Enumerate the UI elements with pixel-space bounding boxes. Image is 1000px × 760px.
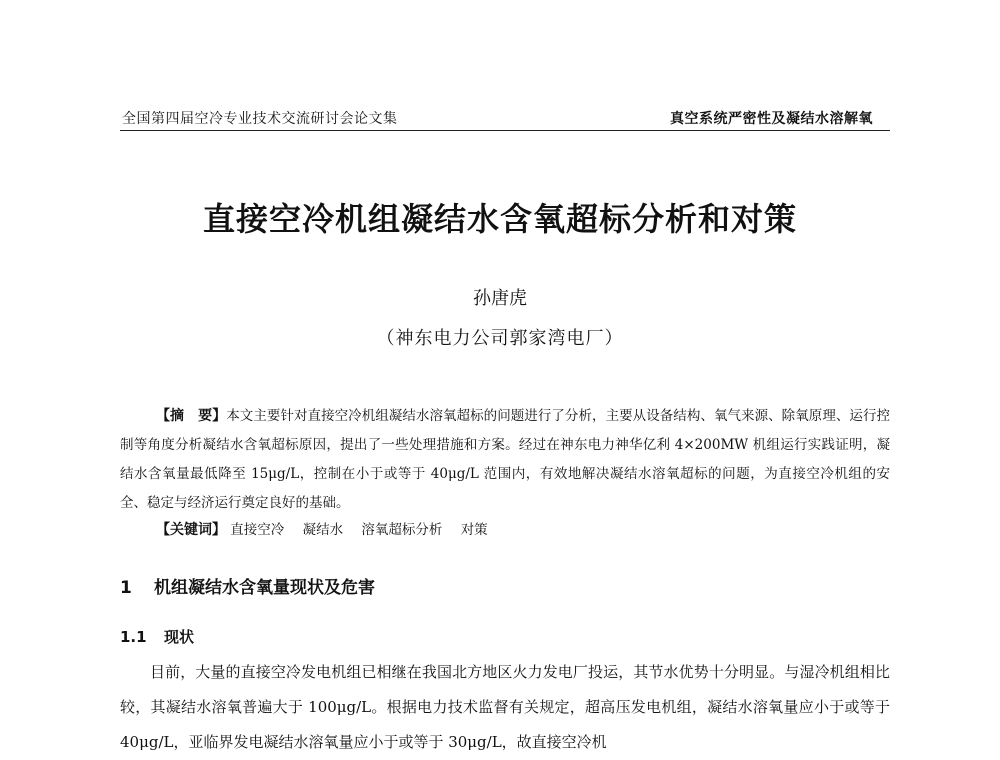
running-header-left: 全国第四届空冷专业技术交流研讨会论文集 <box>122 111 398 127</box>
keywords-label: 【关键词】 <box>156 522 226 538</box>
subsection-number: 1.1 <box>120 628 147 646</box>
keywords-line <box>156 518 502 539</box>
subsection-title: 现状 <box>164 628 195 646</box>
subsection-heading-1-1 <box>120 626 194 647</box>
keyword-item: 溶氧超标分析 <box>361 522 443 538</box>
author-affiliation: （神东电力公司郭家湾电厂） <box>376 328 624 349</box>
paper-title: 直接空冷机组凝结水含氧超标分析和对策 <box>202 200 797 238</box>
keyword-item: 对策 <box>460 522 488 538</box>
section-title: 机组凝结水含氧量现状及危害 <box>154 578 375 598</box>
abstract-paragraph <box>120 402 890 518</box>
abstract-text: 本文主要针对直接空冷机组凝结水溶氧超标的问题进行了分析，主要从设备结构、氧气来源、除氧原理、运行控制等角度分析凝结水含氧超标原因，提出了一些处理措施和方案。经过在神东电力神华亿利 4×200MW 机组运行实践证明，凝结水含氧量最低降至 15μg/L，控制在小于或等于 40μg/L 范围内，有效地解决凝结水溶氧超标的问题，为直接空冷机组的安全、稳定与经济运行奠定良好的基础。 <box>120 408 891 511</box>
running-header-right: 真空系统严密性及凝结水溶解氧 <box>670 111 873 127</box>
keyword-item: 凝结水 <box>302 522 344 538</box>
header-rule <box>120 130 890 131</box>
section-heading-1 <box>120 573 375 598</box>
abstract-label: 【摘 要】 <box>156 408 227 424</box>
body-paragraph: 目前，大量的直接空冷发电机组已相继在我国北方地区火力发电厂投运，其节水优势十分明显。与湿冷机组相比较，其凝结水溶氧普遍大于 100μg/L。根据电力技术监督有关规定，超高压发电机组，凝结水溶氧量应小于或等于 40μg/L，亚临界发电凝结水溶氧量应小于或等于 30μg/L，故直接空冷机 <box>120 663 890 751</box>
section-number: 1 <box>120 578 132 598</box>
keyword-item: 直接空冷 <box>230 522 285 538</box>
author-name: 孙唐虎 <box>473 288 527 309</box>
